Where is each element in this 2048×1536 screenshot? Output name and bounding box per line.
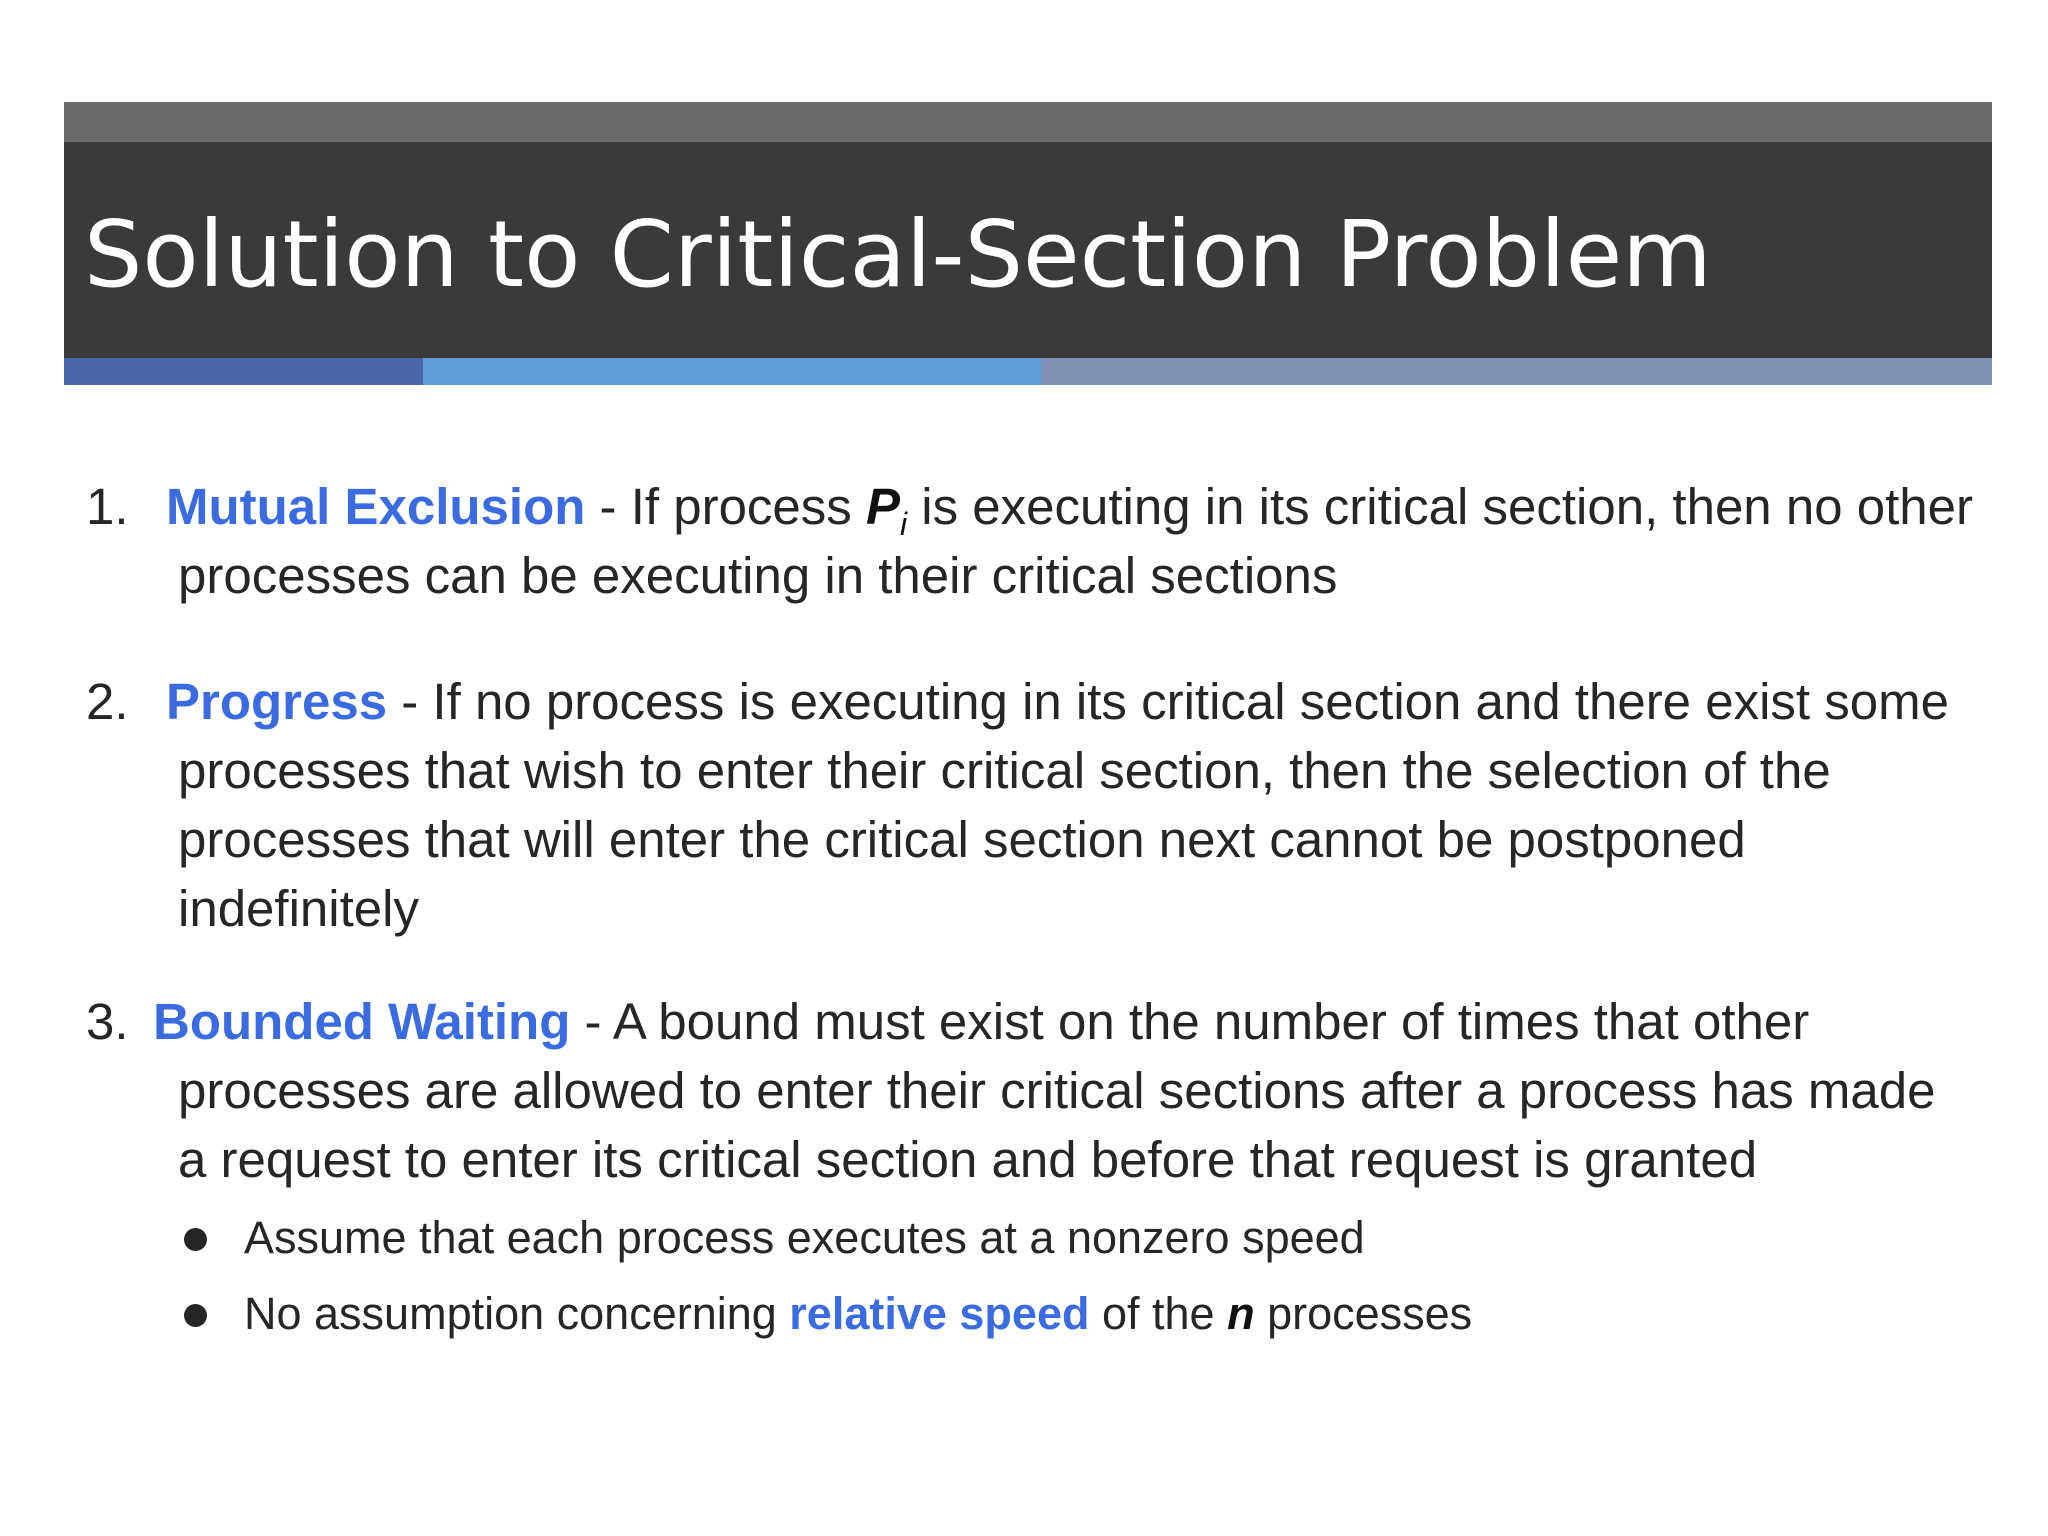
item-text bbox=[86, 472, 1976, 610]
process-variable-subscript: i bbox=[900, 506, 908, 543]
numbered-item-mutual-exclusion bbox=[86, 472, 1976, 610]
bullet-dot-icon bbox=[184, 1228, 207, 1251]
item-number: 3. bbox=[86, 993, 129, 1050]
item-description: - If no process is executing in its critical section and there exist some processes that wish to enter their critical section, then the selection of the processes that will enter the critical section next cannot be postponed indefinitely bbox=[178, 673, 1949, 937]
item-number: 1. bbox=[86, 478, 129, 535]
item-text bbox=[86, 987, 1976, 1194]
item-number: 2. bbox=[86, 673, 129, 730]
sub-bullet-text-middle: of the bbox=[1089, 1288, 1228, 1339]
term-mutual-exclusion: Mutual Exclusion bbox=[166, 478, 586, 535]
item-description: - A bound must exist on the number of times that other processes are allowed to enter their critical sections after a process has made a request to enter its critical section and before that request is granted bbox=[178, 993, 1936, 1188]
sub-bullet-relative-speed bbox=[176, 1284, 1966, 1344]
process-variable-letter: P bbox=[865, 478, 900, 535]
item-text bbox=[86, 667, 1976, 943]
item-description-start: - If process bbox=[585, 478, 866, 535]
term-relative-speed: relative speed bbox=[789, 1288, 1090, 1339]
term-progress: Progress bbox=[166, 673, 388, 730]
sub-bullet-text bbox=[176, 1284, 1966, 1344]
item-description-end: is executing in its critical section, then no other processes can be executing in their critical sections bbox=[178, 478, 1973, 604]
term-bounded-waiting: Bounded Waiting bbox=[153, 993, 571, 1050]
sub-bullet-text-start: No assumption concerning bbox=[244, 1288, 790, 1339]
sub-bullet-text: Assume that each process executes at a nonzero speed bbox=[244, 1212, 1365, 1263]
numbered-item-progress bbox=[86, 667, 1976, 943]
bullet-dot-icon bbox=[184, 1304, 207, 1327]
sub-bullet-text-end: processes bbox=[1254, 1288, 1473, 1339]
numbered-item-bounded-waiting bbox=[86, 987, 1976, 1194]
process-variable bbox=[865, 478, 908, 543]
process-count-variable: n bbox=[1227, 1288, 1255, 1339]
sub-bullet-nonzero-speed bbox=[176, 1208, 1966, 1268]
slide-title: Solution to Critical-Section Problem bbox=[84, 201, 1712, 308]
